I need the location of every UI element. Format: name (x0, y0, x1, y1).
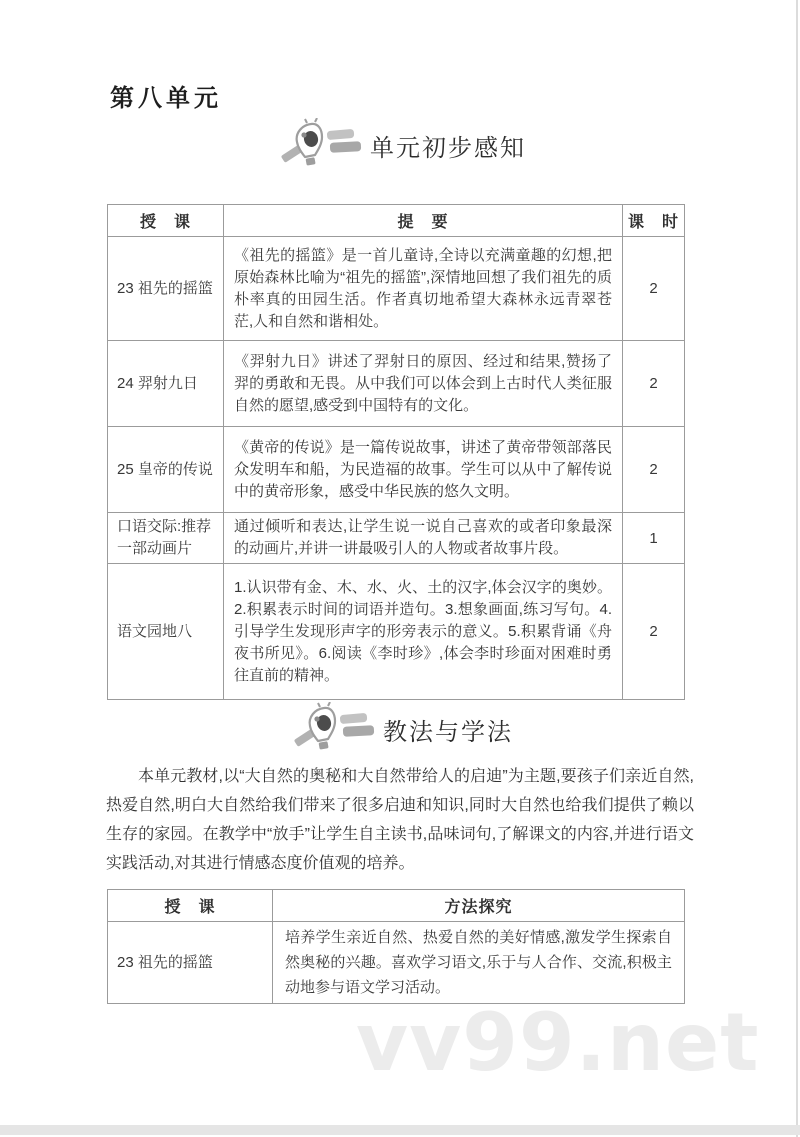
teaching-intro-paragraph: 本单元教材,以“大自然的奥秘和大自然带给人的启迪”为主题,要孩子们亲近自然,热爱自然,明白大自然给我们带来了很多启迪和知识,同时大自然也给我们提供了赖以生存的家园。在教学中“放手”让学生自主读书,品味词句,了解课文的内容,并进行语文实践活动,对其进行情感态度价值观的培养。 (106, 768, 694, 872)
page-bottom-bar (0, 1125, 800, 1135)
bulb-books-icon (293, 702, 375, 756)
bulb-books-icon (280, 118, 362, 172)
method-cell: 培养学生亲近自然、热爱自然的美好情感,激发学生探索自然奥秘的兴趣。喜欢学习语文,乐于与人合作、交流,积极主动地参与语文学习活动。 (273, 922, 685, 1004)
col-header-summary: 提 要 (224, 205, 623, 237)
summary-cell: 《黄帝的传说》是一篇传说故事，讲述了黄帝带领部落民众发明车和船，为民造福的故事。学生可以从中了解传说中的黄帝形象，感受中华民族的悠久文明。 (224, 427, 623, 513)
lesson-cell: 23 祖先的摇篮 (108, 237, 224, 341)
unit-overview-table (107, 204, 685, 700)
summary-cell: 《羿射九日》讲述了羿射日的原因、经过和结果,赞扬了羿的勇敢和无畏。从中我们可以体会到上古时代人类征服自然的愿望,感受到中国特有的文化。 (224, 341, 623, 427)
table-row (108, 427, 685, 513)
summary-cell: 《祖先的摇篮》是一首儿童诗,全诗以充满童趣的幻想,把原始森林比喻为“祖先的摇篮”,深情地回想了我们祖先的质朴率真的田园生活。作者真切地希望大森林永远青翠苍茫,人和自然和谐相处。 (224, 237, 623, 341)
page-right-edge (796, 0, 798, 1137)
lesson-cell: 口语交际:推荐一部动画片 (108, 513, 224, 564)
table-row (108, 341, 685, 427)
table-row (108, 564, 685, 700)
hours-cell: 2 (623, 341, 685, 427)
section1-header (280, 118, 526, 172)
hours-cell: 1 (623, 513, 685, 564)
table-header-row (108, 205, 685, 237)
table-row (108, 237, 685, 341)
hours-cell: 2 (623, 564, 685, 700)
table-row (108, 513, 685, 564)
lesson-cell: 24 羿射九日 (108, 341, 224, 427)
col-header-lesson: 授 课 (108, 205, 224, 237)
section2-title: 教法与学法 (383, 719, 513, 746)
hours-cell: 2 (623, 237, 685, 341)
summary-cell: 1.认识带有金、木、水、火、土的汉字,体会汉字的奥妙。2.积累表示时间的词语并造句。3.想象画面,练习写句。4.引导学生发现形声字的形旁表示的意义。5.积累背诵《舟夜书所见》。6.阅读《李时珍》,体会李时珍面对困难时勇往直前的精神。 (224, 564, 623, 700)
lesson-cell: 语文园地八 (108, 564, 224, 700)
section1-title: 单元初步感知 (370, 135, 526, 162)
method-table (107, 889, 685, 1004)
col-header-method: 方法探究 (273, 890, 685, 922)
table-row (108, 922, 685, 1004)
lesson-cell: 25 皇帝的传说 (108, 427, 224, 513)
table-header-row (108, 890, 685, 922)
lesson-cell: 23 祖先的摇篮 (108, 922, 273, 1004)
col-header-lesson: 授 课 (108, 890, 273, 922)
summary-cell: 通过倾听和表达,让学生说一说自己喜欢的或者印象最深的动画片,并讲一讲最吸引人的人物或者故事片段。 (224, 513, 623, 564)
section2-header (293, 702, 513, 756)
unit-title: 第八单元 (110, 86, 222, 112)
col-header-hours: 课 时 (623, 205, 685, 237)
watermark: vv99.net (356, 996, 760, 1089)
hours-cell: 2 (623, 427, 685, 513)
